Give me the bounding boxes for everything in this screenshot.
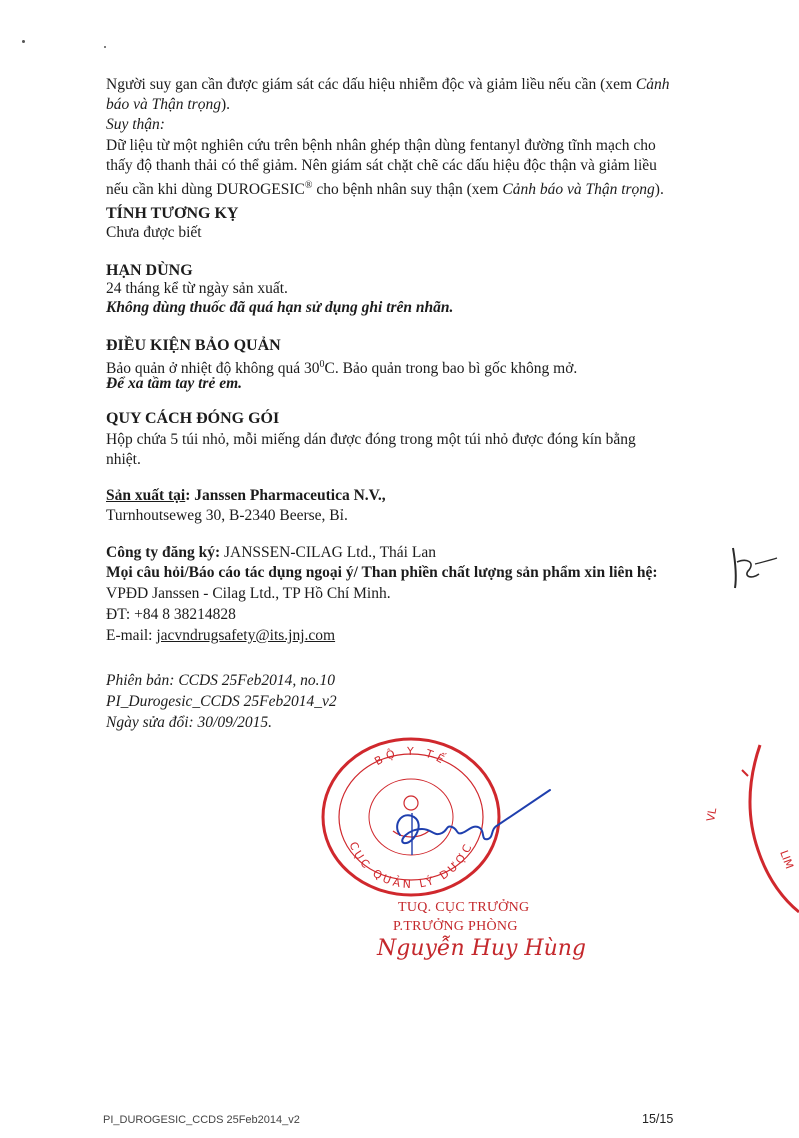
compatibility-heading: TÍNH TƯƠNG KỴ [106,205,239,222]
partial-stamp-right [700,740,799,920]
page-number: 15/15 [642,1112,674,1126]
renal-line-2: thấy độ thanh thải có thể giảm. Nên giám sát chặt chẽ các dấu hiệu độc thận và giảm liều [106,157,657,174]
contact-email-line: E-mail: jacvndrugsafety@its.jnj.com [106,627,336,644]
signatory-name: Nguyễn Huy Hùng [377,936,587,961]
scan-speck [104,46,106,48]
renal-line-3: nếu cần khi dùng DUROGESIC® cho bệnh nhân suy thận (xem Cảnh báo và Thận trọng). [106,180,664,199]
signature [382,785,557,865]
liver-line-2: báo và Thận trọng). [106,96,231,113]
manufacturer-address: Turnhoutseweg 30, B-2340 Beerse, Bỉ. [106,507,348,524]
packaging-heading: QUY CÁCH ĐÓNG GÓI [106,410,280,427]
packaging-line-1: Hộp chứa 5 túi nhỏ, mỗi miếng dán được đóng trong một túi nhỏ được đóng kín bằng [106,431,636,448]
renal-line-1: Dữ liệu từ một nghiên cứu trên bệnh nhân ghép thận dùng fentanyl đường tĩnh mạch cho [106,137,656,154]
stamp-bottom-text: CỤC QUẢN LÝ DƯỢC [346,839,476,892]
stamp-top-text: BỘ Y TẾ [372,744,450,769]
contact-phone: ĐT: +84 8 38214828 [106,606,236,623]
renal-heading: Suy thận: [106,116,165,133]
registrant-line: Công ty đăng ký: JANSSEN-CILAG Ltd., Thái Lan [106,544,436,561]
email-link[interactable]: jacvndrugsafety@its.jnj.com [156,627,336,644]
compatibility-text: Chưa được biết [106,224,202,241]
footer-doc-id: PI_DUROGESIC_CCDS 25Feb2014_v2 [103,1114,300,1126]
shelf-life-text: 24 tháng kể từ ngày sản xuất. [106,280,288,297]
signoff-title-1: TUQ. CỤC TRƯỞNG [398,900,530,915]
storage-text: Bảo quản ở nhiệt độ không quá $30^0C$. Bảo quản trong bao bì gốc không mở. [106,359,578,378]
signoff-title-2: P.TRƯỞNG PHÒNG [393,919,518,934]
version-line-1: Phiên bản: CCDS 25Feb2014, no.10 [106,672,336,689]
version-line-2: PI_Durogesic_CCDS 25Feb2014_v2 [106,693,337,710]
shelf-life-warning: Không dùng thuốc đã quá hạn sử dụng ghi trên nhãn. [106,299,454,316]
contact-office: VPĐD Janssen - Cilag Ltd., TP Hồ Chí Minh. [106,585,391,602]
storage-heading: ĐIỀU KIỆN BẢO QUẢN [106,337,281,354]
packaging-line-2: nhiệt. [106,451,141,468]
svg-text:VL: VL [704,806,720,823]
svg-text:BỘ Y TẾ [372,745,450,768]
svg-text:LIM: LIM [777,848,796,871]
scan-speck [22,40,25,43]
version-line-3: Ngày sửa đổi: 30/09/2015. [106,714,273,731]
margin-initial-mark [725,540,785,595]
shelf-life-heading: HẠN DÙNG [106,262,193,279]
manufacturer-line: Sản xuất tại: Janssen Pharmaceutica N.V., [106,487,386,504]
storage-warning: Để xa tầm tay trẻ em. [106,375,243,392]
liver-line-1: Người suy gan cần được giám sát các dấu hiệu nhiễm độc và giảm liều nếu cần (xem Cảnh [106,76,670,93]
contact-heading: Mọi câu hỏi/Báo cáo tác dụng ngoại ý/ Than phiền chất lượng sản phẩm xin liên hệ: [106,564,658,581]
